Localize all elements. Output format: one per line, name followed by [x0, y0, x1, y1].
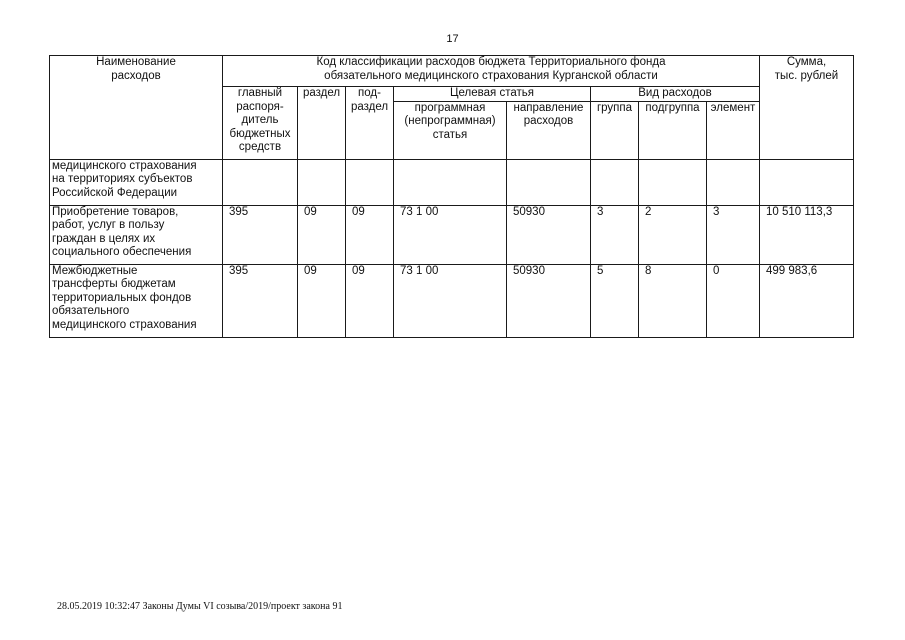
row-subsection — [346, 159, 394, 205]
row-name: Приобретение товаров, работ, услуг в пользу граждан в целях их социального обеспечения — [50, 205, 223, 264]
header-section: раздел — [298, 87, 346, 160]
header-group: группа — [591, 101, 639, 159]
document-footer: 28.05.2019 10:32:47 Законы Думы VI созыва/2019/проект закона 91 — [57, 601, 343, 612]
row-main-manager: 395 — [223, 205, 298, 264]
header-direction: направление расходов — [507, 101, 591, 159]
row-main-manager: 395 — [223, 264, 298, 337]
header-expense-type: Вид расходов — [591, 87, 760, 102]
row-subgroup — [639, 159, 707, 205]
row-main-manager — [223, 159, 298, 205]
row-element: 3 — [707, 205, 760, 264]
row-group — [591, 159, 639, 205]
row-name: Межбюджетные трансферты бюджетам территориальных фондов обязательного медицинского страхования — [50, 264, 223, 337]
row-element — [707, 159, 760, 205]
table-row — [50, 264, 854, 337]
row-direction: 50930 — [507, 264, 591, 337]
row-group: 3 — [591, 205, 639, 264]
header-name: Наименование расходов — [50, 56, 223, 160]
row-name: медицинского страхования на территориях субъектов Российской Федерации — [50, 159, 223, 205]
header-main-manager: главный распоря- дитель бюджетных средств — [223, 87, 298, 160]
row-subgroup: 2 — [639, 205, 707, 264]
row-program-article: 73 1 00 — [394, 264, 507, 337]
header-row-1 — [50, 56, 854, 87]
row-element: 0 — [707, 264, 760, 337]
row-sum: 499 983,6 — [760, 264, 854, 337]
row-group: 5 — [591, 264, 639, 337]
row-section — [298, 159, 346, 205]
row-subsection: 09 — [346, 264, 394, 337]
row-program-article: 73 1 00 — [394, 205, 507, 264]
row-direction — [507, 159, 591, 205]
header-subsection: под- раздел — [346, 87, 394, 160]
row-subgroup: 8 — [639, 264, 707, 337]
header-program-article: программная (непрограммная) статья — [394, 101, 507, 159]
row-section: 09 — [298, 264, 346, 337]
row-sum: 10 510 113,3 — [760, 205, 854, 264]
table-row — [50, 205, 854, 264]
row-subsection: 09 — [346, 205, 394, 264]
table-row — [50, 159, 854, 205]
row-direction: 50930 — [507, 205, 591, 264]
header-subgroup: подгруппа — [639, 101, 707, 159]
header-sum: Сумма, тыс. рублей — [760, 56, 854, 160]
budget-table — [49, 55, 854, 338]
header-classification-code: Код классификации расходов бюджета Территориального фонда обязательного медицинского страхования Курганской области — [223, 56, 760, 87]
page-number: 17 — [446, 33, 459, 45]
row-section: 09 — [298, 205, 346, 264]
header-target-article: Целевая статья — [394, 87, 591, 102]
row-program-article — [394, 159, 507, 205]
header-element: элемент — [707, 101, 760, 159]
row-sum — [760, 159, 854, 205]
